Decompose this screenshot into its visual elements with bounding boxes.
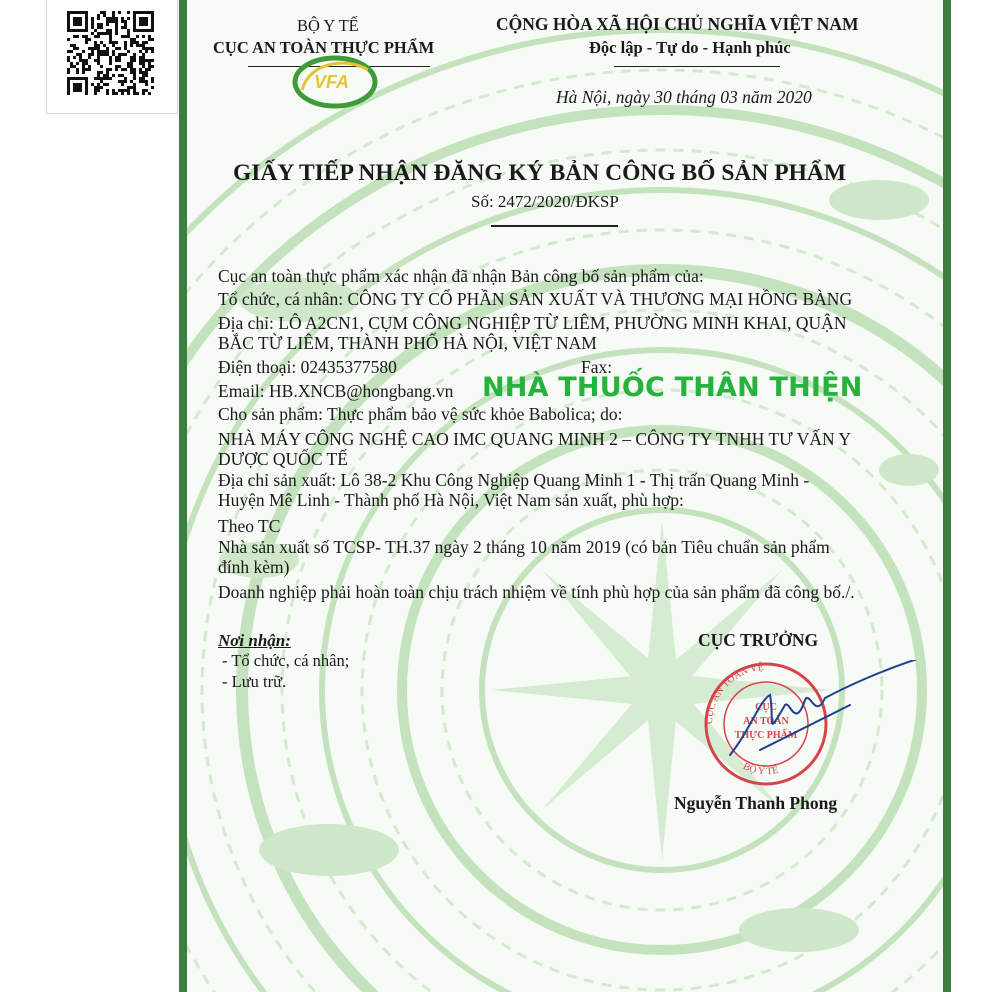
- vfa-logo: [290, 50, 382, 112]
- date-line: Hà Nội, ngày 30 tháng 03 năm 2020: [556, 87, 812, 107]
- right-border: [943, 0, 951, 992]
- document-title: GIẤY TIẾP NHẬN ĐĂNG KÝ BẢN CÔNG BỐ SẢN PHẨM: [233, 160, 846, 186]
- manufacturer-standard-line-2: đính kèm): [218, 557, 290, 577]
- recipients-heading: Nơi nhận:: [218, 631, 291, 650]
- standard-line: Theo TC: [218, 516, 281, 536]
- organization-line: Tổ chức, cá nhân: CÔNG TY CỔ PHẦN SẢN XUẤT VÀ THƯƠNG MẠI HỒNG BÀNG: [218, 289, 853, 309]
- motto-underline: [614, 66, 780, 67]
- production-address-line-1: Địa chỉ sản xuất: Lô 38-2 Khu Công Nghiệp Quang Minh 1 - Thị trấn Quang Minh -: [218, 470, 810, 490]
- stamp-line-1: CỤC: [755, 702, 777, 713]
- qr-code-panel: [46, 0, 178, 114]
- manufacturer-line-2: DƯỢC QUỐC TẾ: [218, 449, 348, 469]
- qr-code-icon: [67, 11, 155, 95]
- email-line: Email: HB.XNCB@hongbang.vn: [218, 381, 454, 401]
- manufacturer-standard-line-1: Nhà sản xuất số TCSP- TH.37 ngày 2 tháng 10 năm 2019 (có bản Tiêu chuẩn sản phẩm: [218, 537, 830, 557]
- product-line: Cho sản phẩm: Thực phẩm bảo vệ sức khỏe Babolica; do:: [218, 404, 623, 424]
- official-stamp: [690, 660, 950, 790]
- vfa-logo-text: VFA: [314, 72, 350, 92]
- agency-name: CỤC AN TOÀN THỰC PHẨM: [213, 38, 435, 57]
- phone-line: Điện thoại: 02435377580: [218, 357, 397, 377]
- stamp-line-2: AN TOÀN: [743, 716, 789, 727]
- pharmacy-watermark: NHÀ THUỐC THÂN THIỆN: [482, 372, 863, 403]
- stamp-ring-top: CỤC AN TOÀN VỆ: [703, 661, 765, 725]
- ministry-name: BỘ Y TẾ: [297, 16, 359, 35]
- stamp-line-3: THỰC PHẨM: [734, 730, 798, 741]
- stamp-ring-bottom: BỘ Y TẾ: [741, 761, 780, 778]
- responsibility-line: Doanh nghiệp phải hoàn toàn chịu trách nhiệm về tính phù hợp của sản phẩm đã công bố./.: [218, 582, 855, 602]
- left-border: [179, 0, 187, 992]
- svg-text:BỘ Y TẾ: [741, 761, 779, 777]
- fax-label: Fax:: [581, 357, 613, 377]
- production-address-line-2: Huyện Mê Linh - Thành phố Hà Nội, Việt Nam sản xuất, phù hợp:: [218, 490, 684, 510]
- country-name: CỘNG HÒA XÃ HỘI CHỦ NGHĨA VIỆT NAM: [496, 14, 859, 34]
- national-motto: Độc lập - Tự do - Hạnh phúc: [589, 38, 791, 57]
- address-line-1: Địa chỉ: LÔ A2CN1, CỤM CÔNG NGHIỆP TỪ LIÊM, PHƯỜNG MINH KHAI, QUẬN: [218, 313, 847, 333]
- red-stamp: [704, 661, 826, 784]
- recipient-item: - Lưu trữ.: [222, 672, 287, 691]
- signer-name: Nguyễn Thanh Phong: [674, 793, 838, 813]
- address-line-2: BẮC TỪ LIÊM, THÀNH PHỐ HÀ NỘI, VIỆT NAM: [218, 333, 597, 353]
- recipient-item: - Tổ chức, cá nhân;: [222, 651, 350, 670]
- document-number: Số: 2472/2020/ĐKSP: [471, 192, 619, 211]
- intro-text: Cục an toàn thực phẩm xác nhận đã nhận Bản công bố sản phẩm của:: [218, 266, 704, 286]
- title-underline: [491, 225, 618, 227]
- signer-title: CỤC TRƯỞNG: [698, 630, 819, 650]
- manufacturer-line-1: NHÀ MÁY CÔNG NGHỆ CAO IMC QUANG MINH 2 – CÔNG TY TNHH TƯ VẤN Y: [218, 429, 852, 449]
